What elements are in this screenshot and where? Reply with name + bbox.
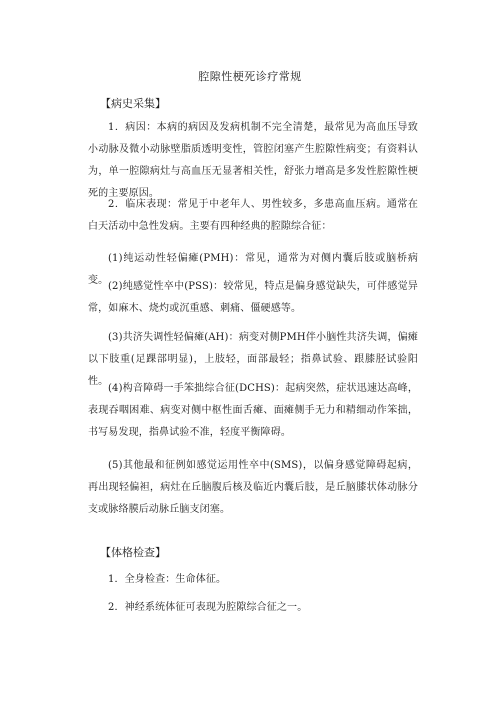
paragraph-ah: (3)共济失调性轻偏瘫(AH)：病变对侧PMH伴小脑性共济失调，偏瘫以下肢重(足踝部明显)，上肢轻，面部最轻；指鼻试验、跟膝胫试验阳性。 — [88, 332, 418, 387]
paragraph-sms: (5)其他最和征例如感觉运用性卒中(SMS)，以偏身感觉障碍起病，再出现轻偏袒，病灶在丘脑腹后核及临近内囊后肢，是丘脑膝状体动脉分支或脉络膜后动脉丘脑支闭塞。 — [88, 460, 418, 515]
section-heading-physical-exam: 【体格检查】 — [100, 546, 166, 559]
paragraph-general-exam: 1．全身检查：生命体征。 — [108, 574, 227, 585]
paragraph-pss: (2)纯感觉性卒中(PSS)：较常见，特点是偏身感觉缺失，可伴感觉异常，如麻木、烧灼或沉重感、刺痛、僵硬感等。 — [88, 281, 418, 314]
paragraph-dchs: (4)构音障碍一手笨拙综合征(DCHS)：起病突然，症状迅速达高峰，表现吞咽困难、病变对侧中枢性面舌瘫、面瘫侧手无力和精细动作笨拙，书写易发现，指鼻试验不准，轻度平衡障碍。 — [88, 383, 418, 438]
paragraph-clinical-presentation: 2．临床表现：常见于中老年人、男性较多，多患高血压病。通常在白天活动中急性发病。主要有四种经典的腔隙综合征： — [88, 199, 418, 232]
section-heading-history: 【病史采集】 — [100, 97, 166, 110]
paragraph-etiology: 1．病因：本病的病因及发病机制不完全清楚，最常见为高血压导致小动脉及微小动脉壁脂质透明变性，管腔闭塞产生腔隙性病变；有资料认为，单一腔隙病灶与高血压无显著相关性，舒张力增高是多发性腔隙性梗死的主要原因。 — [88, 122, 418, 199]
document-title: 腔隙性梗死诊疗常规 — [198, 70, 302, 83]
paragraph-neuro-signs: 2．神经系统体征可表现为腔隙综合征之一。 — [108, 602, 308, 613]
paragraph-pmh: (1)纯运动性轻偏瘫(PMH)：常见，通常为对侧内囊后肢或脑桥病变。 — [88, 253, 418, 286]
